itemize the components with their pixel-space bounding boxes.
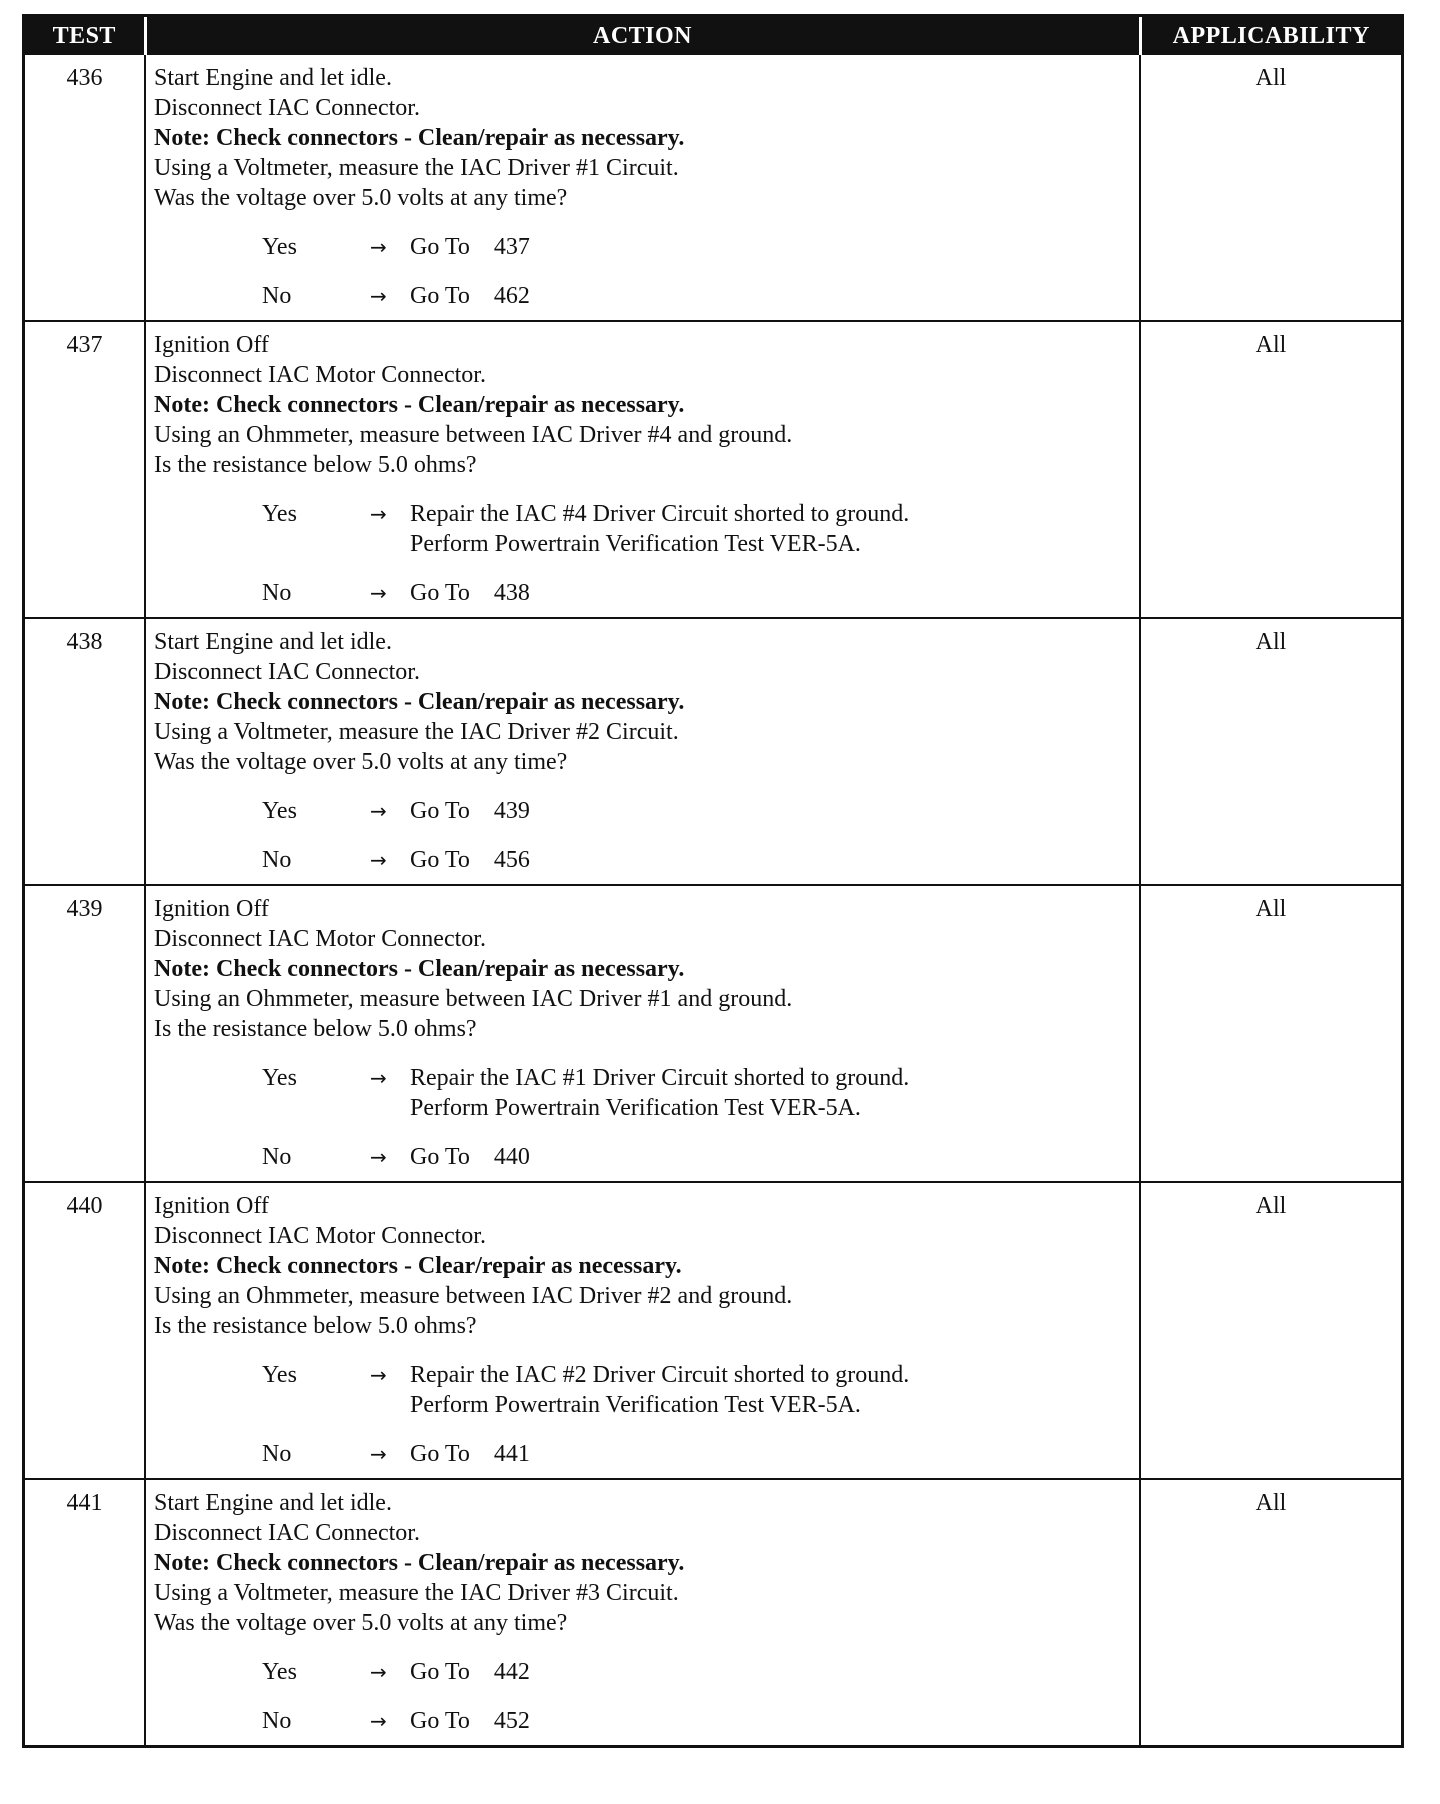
verification-instruction: Perform Powertrain Verification Test VER-5A. bbox=[410, 1392, 861, 1418]
step-line-3: Using an Ohmmeter, measure between IAC Driver #2 and ground. bbox=[154, 1283, 793, 1309]
no-branch bbox=[262, 1706, 1133, 1736]
step-line-2: Disconnect IAC Motor Connector. bbox=[154, 362, 486, 388]
no-result bbox=[410, 1439, 1133, 1469]
action-cell bbox=[145, 321, 1140, 618]
step-line-4: Is the resistance below 5.0 ohms? bbox=[154, 1313, 477, 1339]
no-label: No bbox=[262, 1441, 292, 1467]
table-body bbox=[25, 55, 1401, 1745]
goto-test-number: 452 bbox=[493, 1708, 530, 1734]
no-label: No bbox=[262, 1144, 292, 1170]
no-branch bbox=[262, 1439, 1133, 1469]
test-number: 438 bbox=[25, 618, 145, 885]
table-row bbox=[25, 1479, 1401, 1745]
table-row bbox=[25, 55, 1401, 321]
goto-test-number: 462 bbox=[493, 283, 530, 309]
yes-label: Yes bbox=[262, 234, 297, 260]
header-test: TEST bbox=[25, 17, 145, 55]
note-line: Note: Check connectors - Clear/repair as necessary. bbox=[154, 1253, 682, 1279]
goto-text: Go To bbox=[410, 234, 470, 260]
step-line-2: Disconnect IAC Motor Connector. bbox=[154, 926, 486, 952]
goto-test-number: 437 bbox=[493, 234, 530, 260]
yes-branch bbox=[262, 796, 1133, 826]
goto-text: Go To bbox=[410, 847, 470, 873]
yes-label: Yes bbox=[262, 1659, 297, 1685]
yes-branch bbox=[262, 232, 1133, 262]
no-arrow-icon: → bbox=[370, 284, 387, 308]
no-arrow-icon: → bbox=[370, 1145, 387, 1169]
applicability-cell: All bbox=[1140, 55, 1401, 321]
yes-result bbox=[410, 1360, 1133, 1420]
note-line: Note: Check connectors - Clean/repair as necessary. bbox=[154, 689, 685, 715]
table-row bbox=[25, 1182, 1401, 1479]
no-label: No bbox=[262, 847, 292, 873]
yes-arrow-icon: → bbox=[370, 235, 387, 259]
step-line-3: Using a Voltmeter, measure the IAC Driver #3 Circuit. bbox=[154, 1580, 679, 1606]
no-arrow-icon: → bbox=[370, 1709, 387, 1733]
goto-text: Go To bbox=[410, 1708, 470, 1734]
goto-test-number: 441 bbox=[493, 1441, 530, 1467]
yes-branch bbox=[262, 499, 1133, 559]
applicability-cell: All bbox=[1140, 885, 1401, 1182]
no-branch bbox=[262, 281, 1133, 311]
yes-arrow-icon: → bbox=[370, 502, 387, 526]
step-line-4: Is the resistance below 5.0 ohms? bbox=[154, 1016, 477, 1042]
goto-test-number: 438 bbox=[493, 580, 530, 606]
no-result bbox=[410, 1706, 1133, 1736]
no-result bbox=[410, 578, 1133, 608]
step-line-1: Start Engine and let idle. bbox=[154, 65, 392, 91]
step-line-3: Using an Ohmmeter, measure between IAC Driver #1 and ground. bbox=[154, 986, 793, 1012]
no-arrow-icon: → bbox=[370, 581, 387, 605]
table-row bbox=[25, 618, 1401, 885]
test-number: 440 bbox=[25, 1182, 145, 1479]
yes-label: Yes bbox=[262, 798, 297, 824]
yes-result bbox=[410, 1657, 1133, 1687]
step-line-2: Disconnect IAC Connector. bbox=[154, 95, 420, 121]
verification-instruction: Perform Powertrain Verification Test VER-5A. bbox=[410, 531, 861, 557]
applicability-cell: All bbox=[1140, 321, 1401, 618]
yes-result bbox=[410, 232, 1133, 262]
action-cell bbox=[145, 885, 1140, 1182]
goto-text: Go To bbox=[410, 580, 470, 606]
no-branch bbox=[262, 578, 1133, 608]
yes-result bbox=[410, 796, 1133, 826]
no-result bbox=[410, 845, 1133, 875]
yes-arrow-icon: → bbox=[370, 1660, 387, 1684]
yes-arrow-icon: → bbox=[370, 799, 387, 823]
action-cell bbox=[145, 1182, 1140, 1479]
step-line-1: Start Engine and let idle. bbox=[154, 629, 392, 655]
goto-test-number: 439 bbox=[493, 798, 530, 824]
diagnostic-table bbox=[25, 17, 1401, 1745]
test-number: 441 bbox=[25, 1479, 145, 1745]
step-line-2: Disconnect IAC Connector. bbox=[154, 1520, 420, 1546]
table-header bbox=[25, 17, 1401, 55]
no-result bbox=[410, 281, 1133, 311]
verification-instruction: Perform Powertrain Verification Test VER-5A. bbox=[410, 1095, 861, 1121]
step-line-1: Ignition Off bbox=[154, 896, 269, 922]
no-arrow-icon: → bbox=[370, 848, 387, 872]
note-line: Note: Check connectors - Clean/repair as necessary. bbox=[154, 1550, 685, 1576]
no-branch bbox=[262, 1142, 1133, 1172]
action-cell bbox=[145, 1479, 1140, 1745]
yes-branch bbox=[262, 1063, 1133, 1123]
table-row bbox=[25, 885, 1401, 1182]
yes-branch bbox=[262, 1657, 1133, 1687]
step-line-4: Is the resistance below 5.0 ohms? bbox=[154, 452, 477, 478]
yes-label: Yes bbox=[262, 1065, 297, 1091]
action-cell bbox=[145, 55, 1140, 321]
step-line-1: Ignition Off bbox=[154, 332, 269, 358]
test-number: 437 bbox=[25, 321, 145, 618]
no-branch bbox=[262, 845, 1133, 875]
no-label: No bbox=[262, 580, 292, 606]
yes-arrow-icon: → bbox=[370, 1363, 387, 1387]
yes-result bbox=[410, 499, 1133, 559]
step-line-3: Using an Ohmmeter, measure between IAC Driver #4 and ground. bbox=[154, 422, 793, 448]
yes-result bbox=[410, 1063, 1133, 1123]
goto-text: Go To bbox=[410, 1659, 470, 1685]
goto-text: Go To bbox=[410, 283, 470, 309]
yes-branch bbox=[262, 1360, 1133, 1420]
step-line-1: Ignition Off bbox=[154, 1193, 269, 1219]
action-cell bbox=[145, 618, 1140, 885]
yes-label: Yes bbox=[262, 1362, 297, 1388]
step-line-3: Using a Voltmeter, measure the IAC Driver #2 Circuit. bbox=[154, 719, 679, 745]
applicability-cell: All bbox=[1140, 1182, 1401, 1479]
repair-instruction: Repair the IAC #1 Driver Circuit shorted to ground. bbox=[410, 1065, 910, 1091]
no-label: No bbox=[262, 283, 292, 309]
goto-test-number: 442 bbox=[493, 1659, 530, 1685]
goto-test-number: 440 bbox=[493, 1144, 530, 1170]
note-line: Note: Check connectors - Clean/repair as necessary. bbox=[154, 125, 685, 151]
repair-instruction: Repair the IAC #2 Driver Circuit shorted to ground. bbox=[410, 1362, 910, 1388]
no-arrow-icon: → bbox=[370, 1442, 387, 1466]
diagnostic-table-frame bbox=[22, 14, 1404, 1748]
step-line-3: Using a Voltmeter, measure the IAC Driver #1 Circuit. bbox=[154, 155, 679, 181]
repair-instruction: Repair the IAC #4 Driver Circuit shorted to ground. bbox=[410, 501, 910, 527]
table-row bbox=[25, 321, 1401, 618]
step-line-4: Was the voltage over 5.0 volts at any time? bbox=[154, 1610, 568, 1636]
yes-arrow-icon: → bbox=[370, 1066, 387, 1090]
applicability-cell: All bbox=[1140, 1479, 1401, 1745]
step-line-2: Disconnect IAC Motor Connector. bbox=[154, 1223, 486, 1249]
goto-text: Go To bbox=[410, 1441, 470, 1467]
note-line: Note: Check connectors - Clean/repair as necessary. bbox=[154, 392, 685, 418]
no-label: No bbox=[262, 1708, 292, 1734]
applicability-cell: All bbox=[1140, 618, 1401, 885]
note-line: Note: Check connectors - Clean/repair as necessary. bbox=[154, 956, 685, 982]
no-result bbox=[410, 1142, 1133, 1172]
header-applicability: APPLICABILITY bbox=[1140, 17, 1401, 55]
goto-text: Go To bbox=[410, 798, 470, 824]
yes-label: Yes bbox=[262, 501, 297, 527]
test-number: 436 bbox=[25, 55, 145, 321]
step-line-1: Start Engine and let idle. bbox=[154, 1490, 392, 1516]
header-action: ACTION bbox=[145, 17, 1140, 55]
test-number: 439 bbox=[25, 885, 145, 1182]
step-line-4: Was the voltage over 5.0 volts at any time? bbox=[154, 749, 568, 775]
step-line-2: Disconnect IAC Connector. bbox=[154, 659, 420, 685]
step-line-4: Was the voltage over 5.0 volts at any time? bbox=[154, 185, 568, 211]
goto-text: Go To bbox=[410, 1144, 470, 1170]
goto-test-number: 456 bbox=[493, 847, 530, 873]
